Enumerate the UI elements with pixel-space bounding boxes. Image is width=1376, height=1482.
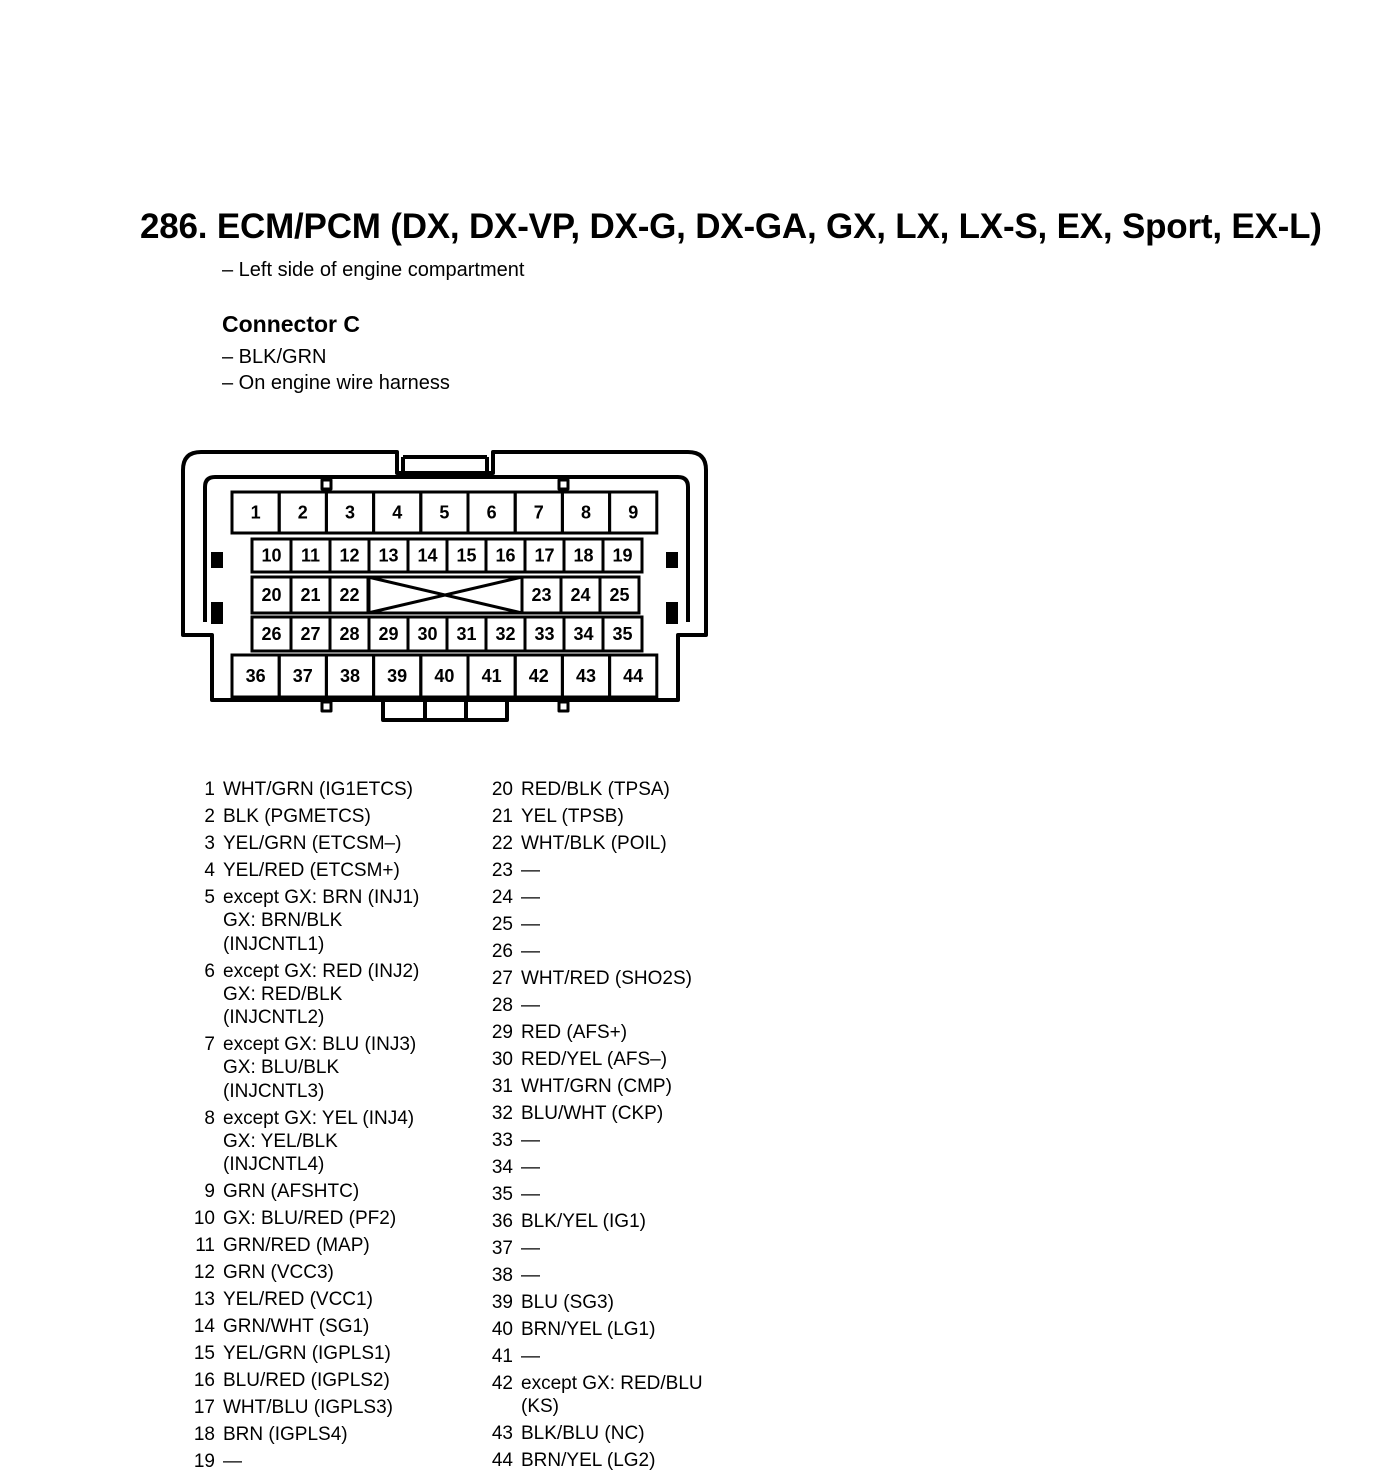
pin-number: 7 bbox=[204, 1034, 215, 1056]
pin-wire-description: GRN (AFSHTC) bbox=[223, 1181, 360, 1203]
page-title: 286. ECM/PCM (DX, DX-VP, DX-G, DX-GA, GX, LX, LX-S, EX, Sport, EX-L) bbox=[140, 207, 1322, 246]
pin-number-label: 17 bbox=[534, 545, 555, 566]
pin-wire-description: GRN/RED (MAP) bbox=[223, 1235, 370, 1257]
pin-list-item bbox=[193, 1207, 419, 1230]
pin-wire-description: BRN (IGPLS4) bbox=[223, 1424, 348, 1446]
pin-number-label: 9 bbox=[628, 502, 639, 523]
pin-list-item bbox=[491, 1422, 703, 1445]
pin-number: 34 bbox=[491, 1156, 513, 1178]
connector-face-diagram bbox=[170, 440, 715, 725]
pin-wire-description: YEL/RED (ETCSM+) bbox=[223, 859, 400, 881]
latch-right-1 bbox=[666, 552, 678, 568]
pin-list-left bbox=[193, 778, 419, 1473]
pin-list-item bbox=[193, 1315, 419, 1338]
pin-number: 16 bbox=[193, 1370, 215, 1392]
pin-number: 38 bbox=[491, 1264, 513, 1286]
pin-number: 20 bbox=[491, 779, 513, 800]
pin-number: 32 bbox=[491, 1102, 513, 1124]
latch-left-2 bbox=[211, 602, 223, 624]
pin-list-item bbox=[491, 1210, 703, 1233]
location-note: – Left side of engine compartment bbox=[222, 259, 525, 281]
pin-list-item bbox=[193, 859, 419, 882]
pin-list-item bbox=[491, 1021, 703, 1044]
pin-number-label: 26 bbox=[261, 624, 282, 644]
pin-wire-description: — bbox=[521, 886, 540, 908]
pin-list-item bbox=[193, 1180, 419, 1203]
pin-list-item bbox=[193, 1261, 419, 1284]
latch-left-1 bbox=[211, 552, 223, 568]
pin-number: 18 bbox=[193, 1424, 215, 1446]
pin-wire-description: BLU (SG3) bbox=[521, 1291, 614, 1313]
pin-wire-description: except GX: RED/BLU (KS) bbox=[521, 1372, 703, 1417]
pin-wire-description: RED (AFS+) bbox=[521, 1021, 628, 1043]
pin-list-item bbox=[193, 1107, 419, 1177]
pin-number: 23 bbox=[491, 859, 513, 881]
bottom-guide bbox=[383, 700, 507, 720]
pin-number: 37 bbox=[491, 1237, 513, 1259]
pin-list-item bbox=[491, 994, 703, 1017]
pin-wire-description: — bbox=[521, 1345, 540, 1367]
pin-number: 14 bbox=[193, 1316, 215, 1338]
key-top-right bbox=[559, 480, 568, 489]
pin-number: 13 bbox=[193, 1289, 215, 1311]
latch-right-2 bbox=[666, 602, 678, 624]
pin-wire-description: — bbox=[521, 913, 540, 935]
pin-number: 24 bbox=[491, 886, 513, 908]
connector-color: – BLK/GRN bbox=[222, 346, 327, 368]
pin-list-item bbox=[193, 1342, 419, 1365]
pin-wire-description: BLU/RED (IGPLS2) bbox=[223, 1370, 390, 1392]
pin-number-label: 36 bbox=[245, 666, 266, 686]
pin-number-label: 25 bbox=[609, 585, 630, 605]
pin-number: 10 bbox=[193, 1208, 215, 1230]
pin-list-item bbox=[491, 1345, 703, 1368]
pin-number: 25 bbox=[491, 913, 513, 935]
pin-number: 5 bbox=[204, 886, 215, 908]
pin-wire-description: except GX: BLU (INJ3) GX: BLU/BLK (INJCNTL3) bbox=[223, 1034, 417, 1102]
pin-wire-description: GRN/WHT (SG1) bbox=[223, 1316, 370, 1338]
pin-number-label: 29 bbox=[378, 624, 399, 644]
pin-number: 27 bbox=[491, 967, 513, 989]
pin-list-item bbox=[491, 1129, 703, 1152]
pin-wire-description: YEL/RED (VCC1) bbox=[223, 1289, 373, 1311]
pin-number-label: 14 bbox=[417, 545, 438, 566]
key-top-left bbox=[322, 480, 331, 489]
pin-wire-description: GRN (VCC3) bbox=[223, 1262, 334, 1284]
pin-number-label: 4 bbox=[392, 502, 403, 523]
pin-wire-description: WHT/BLU (IGPLS3) bbox=[223, 1397, 393, 1419]
pin-number-label: 39 bbox=[387, 666, 408, 686]
pin-number-label: 18 bbox=[573, 545, 594, 566]
pin-list-item bbox=[491, 886, 703, 909]
pin-wire-description: — bbox=[521, 1156, 540, 1178]
pin-wire-description: RED/BLK (TPSA) bbox=[521, 779, 670, 800]
pin-wire-description: except GX: BRN (INJ1) GX: BRN/BLK (INJCNTL1) bbox=[223, 886, 420, 955]
pin-number-label: 43 bbox=[575, 666, 597, 686]
pin-list-item bbox=[491, 1264, 703, 1287]
pin-wire-description: — bbox=[223, 1451, 242, 1473]
pin-number: 9 bbox=[204, 1181, 215, 1203]
pin-number: 39 bbox=[491, 1291, 513, 1313]
pin-wire-description: BLK/YEL (IG1) bbox=[521, 1210, 646, 1232]
pin-number-label: 6 bbox=[486, 502, 497, 523]
pin-number-label: 3 bbox=[344, 502, 356, 523]
pin-list-item bbox=[491, 913, 703, 936]
pin-number-label: 15 bbox=[456, 545, 477, 566]
pin-wire-description: — bbox=[521, 994, 540, 1016]
pin-number: 15 bbox=[193, 1343, 215, 1365]
pin-list-item bbox=[193, 886, 419, 956]
pin-number: 29 bbox=[491, 1021, 513, 1043]
pin-list-item bbox=[491, 1449, 703, 1472]
pin-number: 31 bbox=[491, 1075, 513, 1097]
pin-list-item bbox=[193, 1423, 419, 1446]
pin-list-item bbox=[193, 778, 419, 801]
pin-wire-description: WHT/GRN (CMP) bbox=[521, 1075, 672, 1097]
pin-number: 40 bbox=[491, 1318, 513, 1340]
pin-number: 11 bbox=[195, 1235, 215, 1257]
pin-wire-description: — bbox=[521, 1129, 540, 1151]
pin-number-label: 28 bbox=[339, 624, 360, 644]
pin-number: 44 bbox=[491, 1449, 513, 1471]
pin-wire-description: BRN/YEL (LG2) bbox=[521, 1449, 656, 1471]
pin-number: 2 bbox=[204, 805, 215, 827]
pin-wire-description: — bbox=[521, 1264, 540, 1286]
pin-list-right bbox=[491, 778, 703, 1472]
pin-number-label: 41 bbox=[481, 666, 502, 686]
pin-number-label: 27 bbox=[300, 624, 321, 644]
pin-number: 28 bbox=[491, 994, 513, 1016]
pin-number-label: 31 bbox=[456, 624, 477, 644]
pin-wire-description: — bbox=[521, 859, 540, 881]
pin-list-item bbox=[193, 1288, 419, 1311]
pin-wire-description: WHT/BLK (POIL) bbox=[521, 832, 667, 854]
pin-wire-description: BLK (PGMETCS) bbox=[223, 805, 371, 827]
pin-wire-description: GX: BLU/RED (PF2) bbox=[223, 1208, 397, 1230]
pin-number-label: 24 bbox=[570, 585, 591, 605]
pin-number: 1 bbox=[204, 779, 215, 800]
pin-number: 4 bbox=[204, 859, 215, 881]
pin-list-item bbox=[193, 960, 419, 1030]
pin-number-label: 12 bbox=[339, 545, 360, 566]
pin-number-label: 35 bbox=[612, 624, 633, 644]
pin-wire-description: BLU/WHT (CKP) bbox=[521, 1102, 664, 1124]
pin-number-label: 19 bbox=[612, 545, 633, 566]
pin-wire-description: BRN/YEL (LG1) bbox=[521, 1318, 656, 1340]
pin-number-label: 1 bbox=[250, 502, 261, 523]
key-bottom-right bbox=[559, 702, 568, 711]
pin-number-label: 13 bbox=[378, 545, 399, 566]
lock-tab bbox=[403, 457, 487, 473]
pin-number: 3 bbox=[204, 832, 215, 854]
pin-number: 41 bbox=[491, 1345, 513, 1367]
pin-number-label: 8 bbox=[580, 502, 592, 523]
pin-list-item bbox=[193, 832, 419, 855]
pin-wire-description: BLK/BLU (NC) bbox=[521, 1422, 645, 1444]
pin-number: 33 bbox=[491, 1129, 513, 1151]
pin-list-item bbox=[491, 859, 703, 882]
pin-list-item bbox=[193, 1450, 419, 1473]
pin-list-item bbox=[193, 805, 419, 828]
pin-list-item bbox=[491, 940, 703, 963]
pin-number: 12 bbox=[193, 1262, 215, 1284]
pin-wire-description: except GX: YEL (INJ4) GX: YEL/BLK (INJCNTL4) bbox=[223, 1107, 415, 1176]
pin-list-item bbox=[491, 778, 703, 801]
pin-list-item bbox=[491, 1318, 703, 1341]
pin-number: 17 bbox=[193, 1397, 215, 1419]
pin-list-item bbox=[491, 1102, 703, 1125]
pin-list-item bbox=[491, 805, 703, 828]
key-bottom-left bbox=[322, 702, 331, 711]
pin-wire-description: WHT/RED (SHO2S) bbox=[521, 967, 692, 989]
pin-number: 42 bbox=[491, 1372, 513, 1394]
pin-list-item bbox=[491, 832, 703, 855]
pin-list-item bbox=[193, 1234, 419, 1257]
pin-number-label: 22 bbox=[339, 585, 360, 605]
pin-number-label: 30 bbox=[417, 624, 438, 644]
pin-number: 6 bbox=[204, 960, 215, 982]
connector-title: Connector C bbox=[222, 311, 360, 337]
pin-number: 36 bbox=[491, 1210, 513, 1232]
pin-list-item bbox=[491, 1075, 703, 1098]
pin-number-label: 20 bbox=[261, 585, 282, 605]
pin-list-item bbox=[193, 1396, 419, 1419]
pin-list-item bbox=[491, 1237, 703, 1260]
pin-number: 8 bbox=[204, 1107, 215, 1129]
pin-wire-description: — bbox=[521, 940, 540, 962]
pin-number: 26 bbox=[491, 940, 513, 962]
pin-number: 19 bbox=[193, 1451, 215, 1473]
pin-list-item bbox=[193, 1369, 419, 1392]
pin-number: 35 bbox=[491, 1183, 513, 1205]
pin-list-item bbox=[491, 1291, 703, 1314]
pin-number-label: 11 bbox=[300, 545, 321, 566]
pin-list-item bbox=[491, 967, 703, 990]
pin-number-label: 38 bbox=[339, 666, 361, 686]
pin-list-item bbox=[491, 1156, 703, 1179]
pin-number: 30 bbox=[491, 1048, 513, 1070]
pin-number-label: 34 bbox=[573, 624, 594, 644]
pin-number: 43 bbox=[491, 1422, 513, 1444]
pin-list-item bbox=[491, 1183, 703, 1206]
pin-number-label: 10 bbox=[261, 545, 282, 566]
pin-number-label: 16 bbox=[495, 545, 516, 566]
pin-wire-description: WHT/GRN (IG1ETCS) bbox=[223, 779, 413, 800]
pin-number-label: 32 bbox=[495, 624, 516, 644]
pin-wire-description: YEL (TPSB) bbox=[521, 805, 624, 827]
pin-number: 21 bbox=[491, 805, 513, 827]
pin-wire-description: RED/YEL (AFS–) bbox=[521, 1048, 668, 1070]
pin-number-label: 40 bbox=[434, 666, 455, 686]
pin-number-label: 7 bbox=[533, 502, 544, 523]
pin-number-label: 37 bbox=[292, 666, 313, 686]
pin-wire-description: — bbox=[521, 1237, 540, 1259]
pin-number-label: 33 bbox=[534, 624, 555, 644]
pin-number-label: 42 bbox=[528, 666, 549, 686]
pin-wire-description: — bbox=[521, 1183, 540, 1205]
pin-number-label: 2 bbox=[297, 502, 308, 523]
pin-wire-description: except GX: RED (INJ2) GX: RED/BLK (INJCNTL2) bbox=[223, 960, 420, 1029]
pin-number-label: 21 bbox=[300, 585, 321, 605]
pin-number-label: 44 bbox=[623, 666, 644, 686]
pin-number-label: 23 bbox=[531, 585, 552, 605]
pin-wire-description: YEL/GRN (IGPLS1) bbox=[223, 1343, 391, 1365]
pin-number: 22 bbox=[491, 832, 513, 854]
connector-harness: – On engine wire harness bbox=[222, 372, 450, 394]
pin-list-item bbox=[491, 1048, 703, 1071]
pin-list-item bbox=[193, 1033, 419, 1103]
pin-wire-description: YEL/GRN (ETCSM–) bbox=[223, 832, 402, 854]
pin-number-label: 5 bbox=[439, 502, 450, 523]
pin-list-item bbox=[491, 1372, 703, 1419]
